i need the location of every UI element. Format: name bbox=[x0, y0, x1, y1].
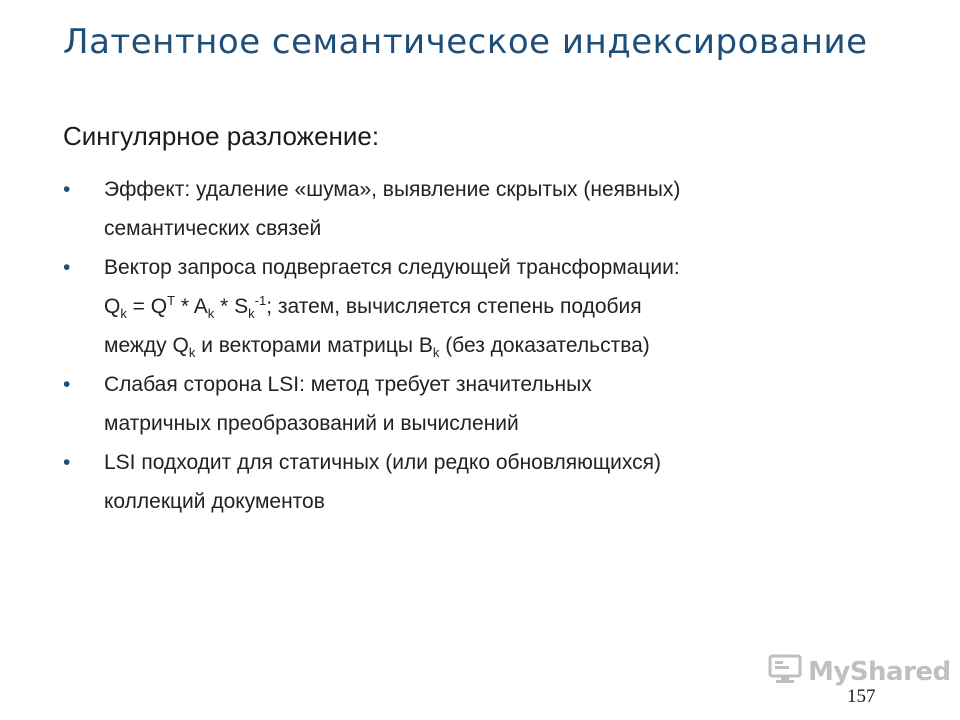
bullet-text: LSI подходит для статичных (или редко обновляющихся) bbox=[104, 451, 662, 474]
formula: $Q_k = Q^T * A_k * S_k^{-1}$; затем, вычисляется степень подобия bbox=[104, 293, 642, 322]
bullet-marker: • bbox=[63, 373, 71, 396]
slide-title: Латентное семантическое индексирование bbox=[63, 22, 868, 62]
bullet-text: Слабая сторона LSI: метод требует значительных bbox=[104, 373, 592, 396]
bullet-marker: • bbox=[63, 451, 71, 474]
bullet-text: семантических связей bbox=[104, 217, 322, 240]
bullet-item-weakness bbox=[63, 365, 903, 443]
slide-subtitle: Сингулярное разложение: bbox=[63, 121, 380, 151]
bullet-text: матричных преобразований и вычислений bbox=[104, 412, 519, 435]
myshared-logo bbox=[768, 654, 951, 689]
bullet-text: коллекций документов bbox=[104, 490, 325, 513]
page-number: 157 bbox=[847, 686, 876, 707]
bullet-text: Эффект: удаление «шума», выявление скрытых (неявных) bbox=[104, 178, 681, 201]
monitor-icon bbox=[768, 654, 802, 689]
bullet-item-effect bbox=[63, 170, 903, 248]
bullet-list bbox=[63, 170, 903, 521]
bullet-marker: • bbox=[63, 178, 71, 201]
bullet-text: Вектор запроса подвергается следующей трансформации: bbox=[104, 256, 680, 279]
bullet-text: между $Q_k$ и векторами матрицы $B_k$ (без доказательства) bbox=[104, 334, 650, 361]
logo-text: MyShared bbox=[808, 656, 951, 687]
bullet-item-query-transform bbox=[63, 248, 903, 365]
bullet-item-applicability bbox=[63, 443, 903, 521]
bullet-marker: • bbox=[63, 256, 71, 279]
